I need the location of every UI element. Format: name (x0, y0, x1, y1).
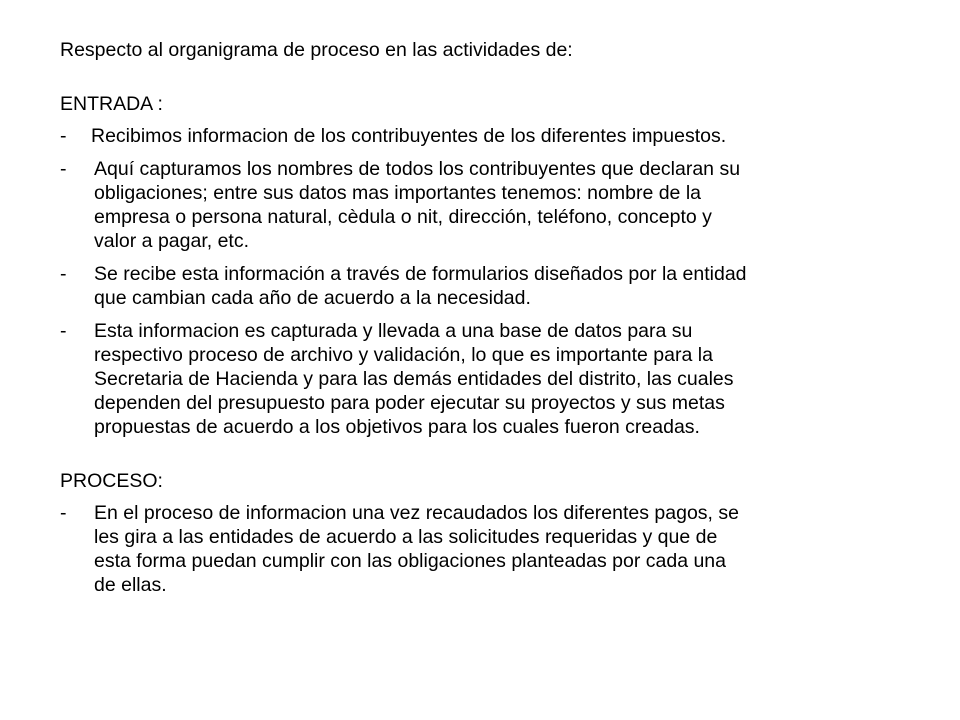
list-item-line: Se recibe esta información a través de formularios diseñados por la entidad (94, 263, 747, 285)
list-item-line: dependen del presupuesto para poder ejecutar su proyectos y sus metas (94, 392, 725, 414)
list-item-line: respectivo proceso de archivo y validación, lo que es importante para la (94, 344, 713, 366)
list-item-line: propuestas de acuerdo a los objetivos para los cuales fueron creadas. (94, 416, 700, 438)
list-item (60, 319, 900, 439)
list-item-line: que cambian cada año de acuerdo a la necesidad. (94, 287, 531, 309)
list-item-line: valor a pagar, etc. (94, 230, 250, 252)
list-item (60, 157, 900, 253)
section-entrada (60, 92, 900, 439)
list-item (60, 124, 900, 148)
list-item-line: Secretaria de Hacienda y para las demás entidades del distrito, las cuales (94, 368, 734, 390)
list-item-line: de ellas. (94, 574, 167, 596)
list-item (60, 501, 900, 597)
dash-bullet: - (60, 263, 67, 285)
list-item (60, 262, 900, 310)
list-item-line: En el proceso de informacion una vez recaudados los diferentes pagos, se (94, 502, 739, 524)
list-item-line: obligaciones; entre sus datos mas importantes tenemos: nombre de la (94, 182, 701, 204)
list-item-line: Aquí capturamos los nombres de todos los contribuyentes que declaran su (94, 158, 741, 180)
list-item-line: esta forma puedan cumplir con las obligaciones planteadas por cada una (94, 550, 726, 572)
intro-paragraph: Respecto al organigrama de proceso en las actividades de: (60, 39, 573, 61)
document-body (60, 38, 900, 606)
section-heading-entrada: ENTRADA : (60, 93, 163, 115)
list-item-line: Recibimos informacion de los contribuyentes de los diferentes impuestos. (91, 125, 727, 147)
list-item-line: empresa o persona natural, cèdula o nit, dirección, teléfono, concepto y (94, 206, 712, 228)
list-item-line: les gira a las entidades de acuerdo a las solicitudes requeridas y que de (94, 526, 718, 548)
dash-bullet: - (60, 125, 67, 147)
list-item-line: Esta informacion es capturada y llevada a una base de datos para su (94, 320, 693, 342)
bullet-list-proceso (60, 501, 900, 597)
dash-bullet: - (60, 158, 67, 180)
bullet-list-entrada (60, 124, 900, 439)
dash-bullet: - (60, 320, 67, 342)
section-proceso (60, 469, 900, 597)
section-heading-proceso: PROCESO: (60, 470, 163, 492)
dash-bullet: - (60, 502, 67, 524)
